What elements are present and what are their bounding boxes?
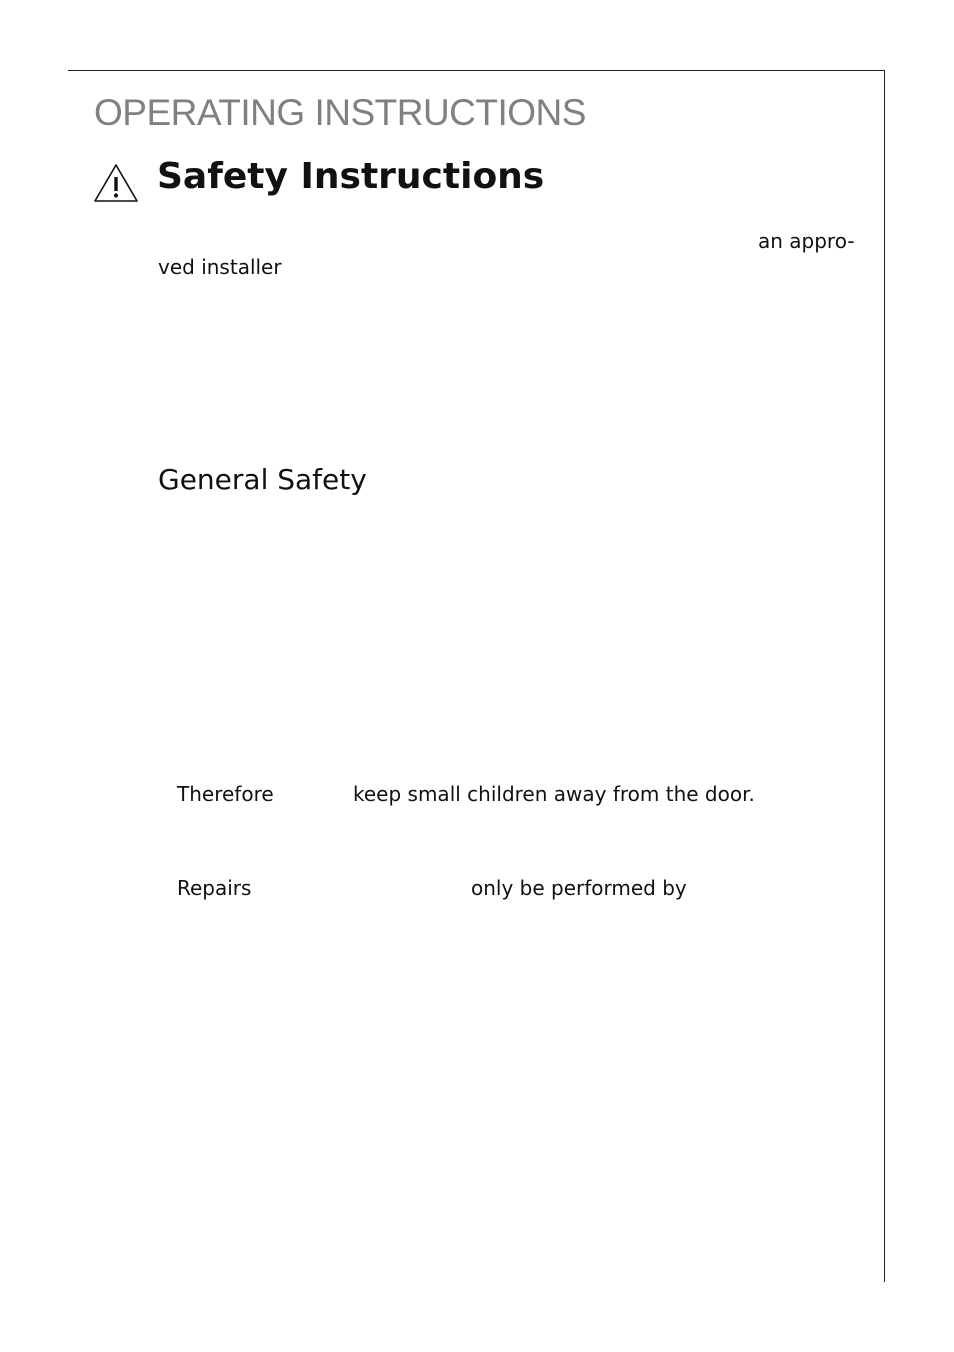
repairs-text: Repairs — [177, 876, 252, 900]
approved-installer-text-part1: an appro- — [758, 229, 855, 253]
right-rule — [884, 70, 885, 1282]
therefore-text: Therefore — [177, 782, 274, 806]
warning-triangle-icon — [94, 163, 140, 203]
top-rule — [68, 70, 885, 71]
keep-children-text: keep small children away from the door. — [353, 782, 755, 806]
only-performed-text: only be performed by — [471, 876, 687, 900]
approved-installer-text-part2: ved installer — [158, 255, 282, 279]
general-safety-heading: General Safety — [158, 463, 367, 496]
section-title: OPERATING INSTRUCTIONS — [94, 92, 586, 133]
page-heading: Safety Instructions — [157, 156, 545, 197]
